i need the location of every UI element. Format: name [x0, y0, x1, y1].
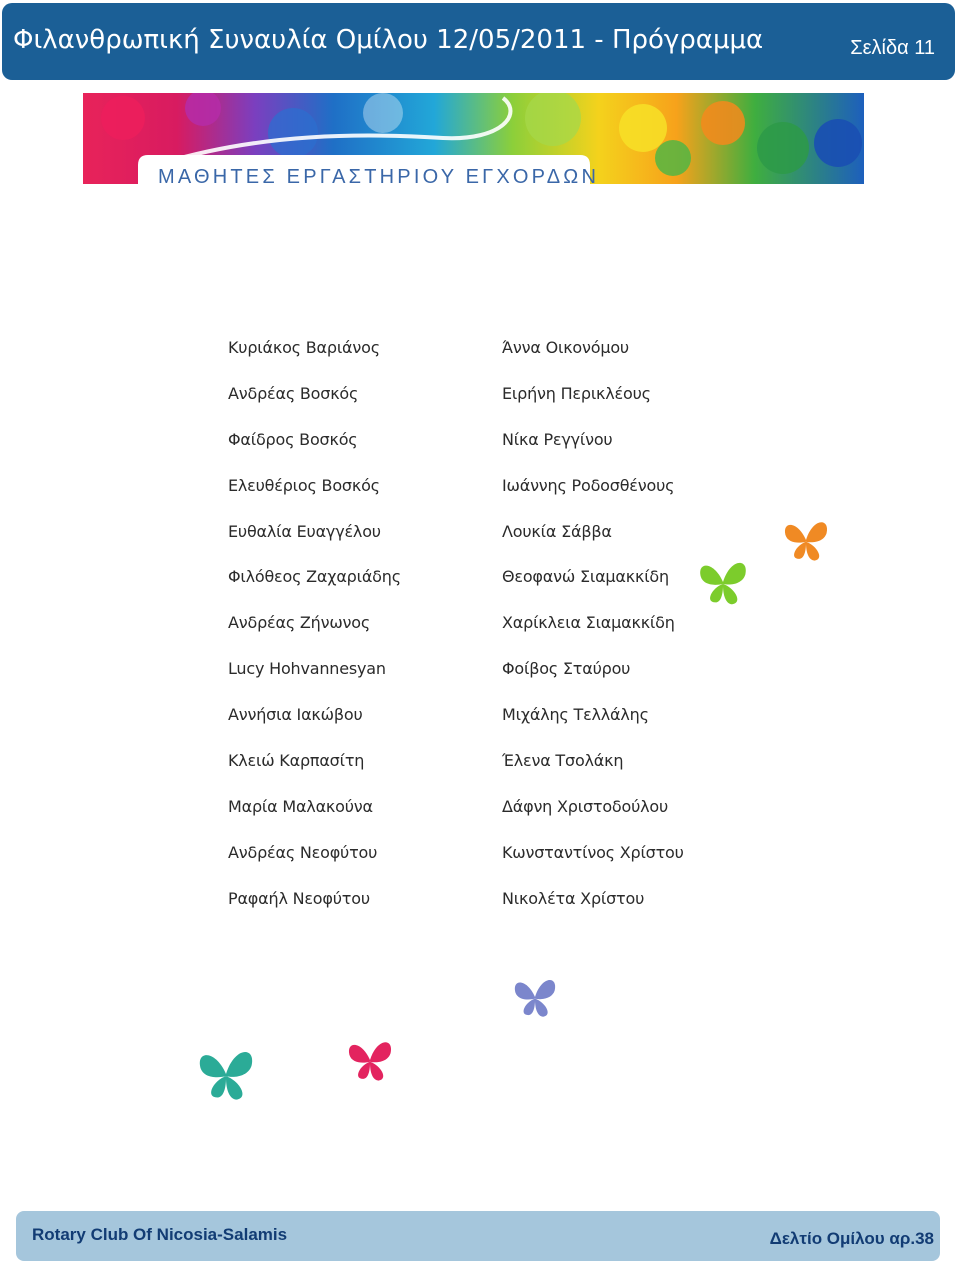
butterfly-icon: [780, 516, 832, 564]
student-name: Κωνσταντίνος Χρίστου: [502, 842, 684, 862]
student-name: Δάφνη Χριστοδούλου: [502, 796, 669, 816]
student-name: Έλενα Τσολάκη: [502, 751, 624, 771]
student-name: Αννήσια Ιακώβου: [228, 705, 363, 725]
page-header: [2, 3, 955, 80]
student-name: Ιωάννης Ροδοσθένους: [502, 475, 675, 495]
student-name: Κυριάκος Βαριάνος: [228, 338, 380, 357]
student-name: Θεοφανώ Σιαμακκίδη: [502, 567, 669, 587]
student-name: Lucy Hohvannesyan: [228, 659, 386, 679]
student-name: Χαρίκλεια Σιαμακκίδη: [502, 613, 675, 633]
butterfly-icon: [194, 1044, 258, 1104]
butterfly-icon: [510, 974, 560, 1020]
student-name: Φαίδρος Βοσκός: [228, 429, 358, 449]
student-name: Μιχάλης Τελλάλης: [502, 705, 649, 725]
butterfly-icon: [343, 1036, 397, 1084]
page-footer: [16, 1211, 940, 1261]
student-name: Κλειώ Καρπασίτη: [228, 751, 365, 771]
student-name: Ευθαλία Ευαγγέλου: [228, 521, 381, 541]
student-name: Λουκία Σάββα: [502, 521, 612, 541]
students-right-column: [502, 333, 684, 930]
page-number: Σελίδα 11: [850, 37, 935, 59]
student-name: Μαρία Μαλακούνα: [228, 796, 373, 816]
students-left-column: [228, 333, 401, 930]
club-name: Rotary Club Of Nicosia-Salamis: [32, 1225, 288, 1244]
student-name: Φοίβος Σταύρου: [502, 659, 631, 679]
student-name: Νικολέτα Χρίστου: [502, 888, 645, 908]
butterfly-icon: [694, 556, 752, 608]
banner-label: ΜΑΘΗΤΕΣ ΕΡΓΑΣΤΗΡΙΟΥ ΕΓΧΟΡΔΩΝ: [158, 166, 600, 184]
student-name: Ελευθέριος Βοσκός: [228, 475, 380, 495]
student-name: Φιλόθεος Ζαχαριάδης: [228, 567, 401, 587]
student-name: Ραφαήλ Νεοφύτου: [228, 888, 370, 908]
student-name: Νίκα Ρεγγίνου: [502, 429, 613, 449]
issue-number: Δελτίο Ομίλου αρ.38: [769, 1229, 934, 1248]
page-title: Φιλανθρωπική Συναυλία Ομίλου 12/05/2011 - Πρόγραμμα: [13, 25, 764, 55]
section-banner: [83, 93, 864, 184]
student-name: Ανδρέας Βοσκός: [228, 383, 359, 403]
student-name: Ανδρέας Ζήνωνος: [228, 613, 371, 633]
student-name: Ανδρέας Νεοφύτου: [228, 842, 378, 862]
student-name: Ειρήνη Περικλέους: [502, 383, 651, 403]
student-name: Άννα Οικονόμου: [502, 338, 629, 357]
